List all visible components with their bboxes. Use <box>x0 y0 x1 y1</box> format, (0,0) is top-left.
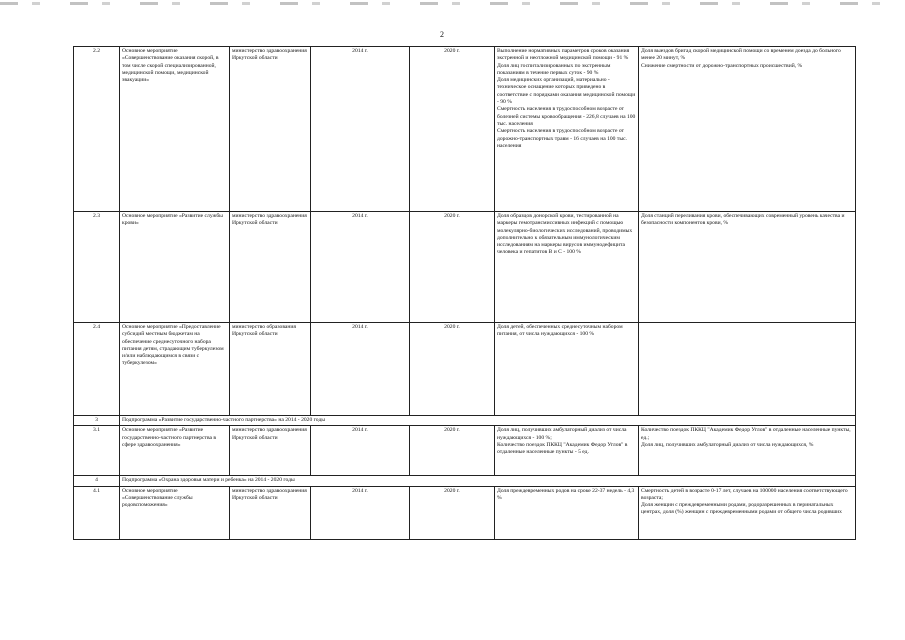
executor-cell: министерство образования Иркутской области <box>230 323 311 416</box>
measure-cell: Основное мероприятие «Совершенствование службы родовспоможения» <box>120 486 230 539</box>
end-year-cell: 2020 г. <box>410 47 495 212</box>
executor-cell: министерство здравоохранения Иркутской области <box>230 47 311 212</box>
executor-cell: министерство здравоохранения Иркутской области <box>230 486 311 539</box>
start-year-cell: 2014 г. <box>311 426 410 476</box>
row-number: 2.4 <box>74 323 120 416</box>
end-year-cell: 2020 г. <box>410 426 495 476</box>
section-number: 3 <box>74 416 120 426</box>
indicators-cell: Смертность детей в возрасте 0-17 лет, случаев на 100000 населения соответствующего возраста; Доля женщин с преждевременными родами, родоразрешенных в перинатальных центрах, доля (%) женщин с преждевременными родами от общего числа родивших <box>639 486 856 539</box>
indicators-cell: Доля выездов бригад скорой медицинской помощи со временем доезда до больного менее 20 минут, % Снижение смертности от дорожно-транспортных происшествий, % <box>639 47 856 212</box>
row-number: 2.3 <box>74 212 120 323</box>
indicators-cell <box>639 323 856 416</box>
scan-artifact-line <box>0 2 905 5</box>
end-year-cell: 2020 г. <box>410 323 495 416</box>
section-row <box>74 416 856 426</box>
table-row <box>74 323 856 416</box>
measure-cell: Основное мероприятие «Совершенствование оказания скорой, в том числе скорой специализированной, медицинской помощи, медицинской эвакуации» <box>120 47 230 212</box>
executor-cell: министерство здравоохранения Иркутской области <box>230 426 311 476</box>
results-cell: Доля детей, обеспеченных среднесуточным набором питания, от числа нуждающихся - 100 % <box>495 323 639 416</box>
start-year-cell: 2014 г. <box>311 212 410 323</box>
measure-cell: Основное мероприятие «Развитие государственно-частного партнерства в сфере здравоохранения» <box>120 426 230 476</box>
results-cell: Доля лиц, получивших амбулаторный диализ от числа нуждающихся - 100 %; Количество поездок ПККЦ "Академик Федор Углов" в отдаленные населенные пункты - 5 ед. <box>495 426 639 476</box>
section-title: Подпрограмма «Развитие государственно-частного партнерства» на 2014 - 2020 годы <box>120 416 856 426</box>
start-year-cell: 2014 г. <box>311 486 410 539</box>
end-year-cell: 2020 г. <box>410 212 495 323</box>
section-row <box>74 476 856 486</box>
table-row <box>74 426 856 476</box>
row-number: 4.1 <box>74 486 120 539</box>
indicators-cell: Доля станций переливания крови, обеспечивающих современный уровень качества и безопасности компонентов крови, % <box>639 212 856 323</box>
section-title: Подпрограмма «Охрана здоровья матери и ребенка» на 2014 - 2020 годы <box>120 476 856 486</box>
row-number: 2.2 <box>74 47 120 212</box>
start-year-cell: 2014 г. <box>311 323 410 416</box>
table-row <box>74 486 856 539</box>
results-cell: Доля преждевременных родов на сроке 22-37 недель - 4,3 % <box>495 486 639 539</box>
row-number: 3.1 <box>74 426 120 476</box>
results-cell: Доля образцов донорской крови, тестированной на маркеры гемотрансмиссивных инфекций с помощью молекулярно-биологических исследований, проводимых дополнительно к обязательным иммунологическим исследованиям на маркеры вирусов иммунодефицита человека и гепатитов В и С - 100 % <box>495 212 639 323</box>
results-cell: Выполнение нормативных параметров сроков оказания экстренной и неотложной медицинской помощи - 91 % Доля лиц госпитализированных по экстренным показаниям в течение первых суток - 90 % Доля медицинских организаций, материально - техническое оснащение которых приведено в соответствие с порядками оказания медицинской помощи - 90 % Смертность населения в трудоспособном возрасте от болезней системы кровообращения - 226,8 случаев на 100 тыс. населения Смертность населения в трудоспособном возрасте от дорожно-транспортных травм - 16 случаев на 100 тыс. населения <box>495 47 639 212</box>
program-table <box>73 46 856 540</box>
page-number: 2 <box>440 30 444 39</box>
measure-cell: Основное мероприятие «Предоставление субсидий местным бюджетам на обеспечение среднесуточного набора питания детям, страдающим туберкулезом и/или наблюдающимся в связи с туберкулезом» <box>120 323 230 416</box>
measure-cell: Основное мероприятие «Развитие службы крови» <box>120 212 230 323</box>
section-number: 4 <box>74 476 120 486</box>
table-row <box>74 47 856 212</box>
table-row <box>74 212 856 323</box>
indicators-cell: Количество поездок ПККЦ "Академик Федор Углов" в отдаленные населенные пункты, ед.; Доля лиц, получивших амбулаторный диализ от числа нуждающихся, % <box>639 426 856 476</box>
end-year-cell: 2020 г. <box>410 486 495 539</box>
executor-cell: министерство здравоохранения Иркутской области <box>230 212 311 323</box>
start-year-cell: 2014 г. <box>311 47 410 212</box>
